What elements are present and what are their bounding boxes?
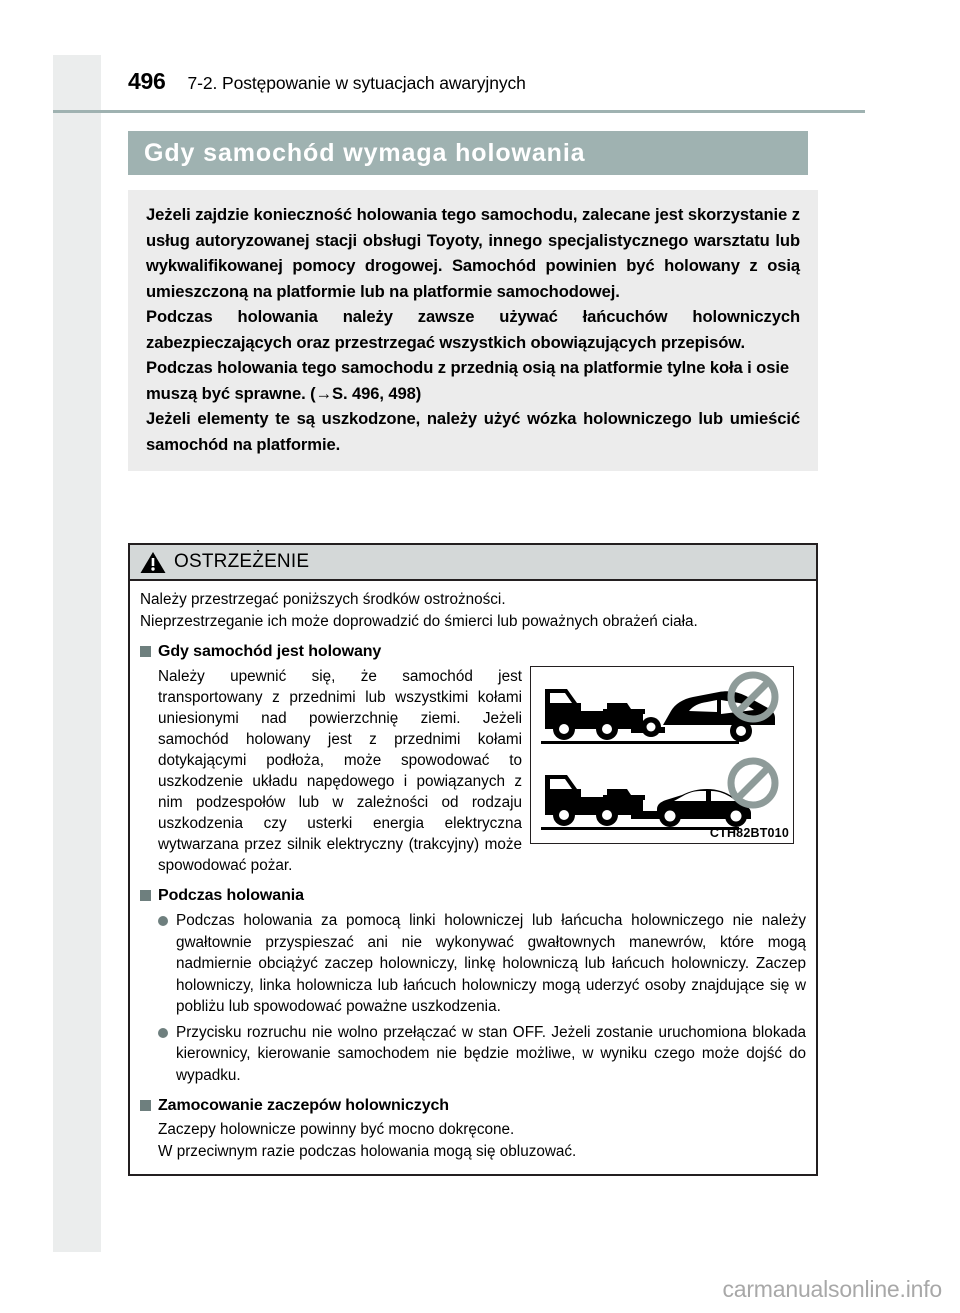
- page-header: [128, 68, 818, 95]
- warning-section-heading-text: Gdy samochód jest holowany: [158, 643, 382, 660]
- prohibited-icon: [731, 761, 775, 805]
- intro-paragraph: Podczas holowania tego samochodu z przednią osią na platformie tylne koła i osie muszą być sprawne. (→S. 496, 498): [146, 358, 789, 403]
- warning-bullet-text: Przycisku rozruchu nie wolno przełączać w stan OFF. Jeżeli zostanie uruchomiona blokada kierownicy, kierowanie samochodem nie będzie możliwe, w wyniku czego może dojść do wypadku.: [176, 1023, 806, 1084]
- header-rule: [53, 110, 865, 113]
- intro-paragraph: Jeżeli elementy te są uszkodzone, należy użyć wózka holowniczego lub umieścić samochód na platformie.: [146, 409, 800, 454]
- page-number: 496: [128, 68, 166, 94]
- warning-lead-line: Nieprzestrzeganie ich może doprowadzić do śmierci lub poważnych obrażeń ciała.: [140, 612, 698, 630]
- page-edge-tab: [53, 55, 101, 1252]
- intro-block: [128, 190, 818, 471]
- round-bullet-icon: [158, 1028, 168, 1038]
- square-bullet-icon: [140, 890, 151, 901]
- warning-header: [130, 545, 816, 581]
- warning-section-lines: [140, 1119, 806, 1162]
- warning-section-heading: [140, 641, 806, 662]
- towing-illustration-row: [140, 666, 806, 876]
- chapter-title-band: [128, 131, 808, 175]
- warning-section-heading: [140, 1095, 806, 1116]
- watermark: carmanualsonline.info: [722, 1276, 942, 1302]
- warning-section-heading-text: Zamocowanie zaczepów holowniczych: [158, 1097, 449, 1114]
- section-title: 7-2. Postępowanie w sytuacjach awaryjnych: [187, 73, 526, 93]
- figure-code: CTH82BT010: [709, 826, 789, 840]
- warning-section-body-text: Należy upewnić się, że samochód jest transportowany z przednimi lub wszystkimi kołami uniesionymi nad powierzchnię ziemi. Jeżeli samochód holowany jest z przednimi kołami dotykającymi podłoża, może spowodować to uszkodzenie układu napędowego i powiązanych z nim podzespołów lub w zależności od rodzaju uszkodzenia czy usterki energia elektryczna wytwarzana przez silnik elektryczny (trakcyjny) może spowodować pożar.: [158, 668, 522, 874]
- towing-figure: [530, 666, 794, 844]
- warning-section-heading: [140, 885, 806, 906]
- warning-lead-line: Należy przestrzegać poniższych środków ostrożności.: [140, 591, 506, 608]
- towing-diagram-icon: [531, 667, 791, 839]
- warning-triangle-icon: [140, 551, 166, 574]
- warning-section-body: [140, 666, 522, 876]
- square-bullet-icon: [140, 646, 151, 657]
- warning-section-line: W przeciwnym razie podczas holowania mogą się obluzować.: [158, 1142, 577, 1160]
- intro-paragraph: Jeżeli zajdzie konieczność holowania tego samochodu, zalecane jest skorzystanie z usług autoryzowanej stacji obsługi Toyoty, innego specjalistycznego warsztatu lub wykwalifikowanej pomocy drogowej. Samochód powinien być holowany z osią umieszczoną na platformie lub na platformie samochodowej.: [146, 205, 800, 301]
- warning-body: [130, 581, 816, 1174]
- warning-bullet-text: Podczas holowania za pomocą linki holowniczej lub łańcucha holowniczego nie należy gwałtownie przyspieszać ani nie wykonywać gwałtownych manewrów, które mogą nadmiernie obciążyć zaczep holowniczy, linkę holowniczą lub łańcuch holowniczy. Zaczep holowniczy, linka holownicza lub łańcuch holowniczy mogą uderzyć osoby znajdujące się w pobliżu lub spowodować poważne uszkodzenia.: [176, 912, 806, 1015]
- warning-section-heading-text: Podczas holowania: [158, 887, 304, 904]
- warning-label: OSTRZEŻENIE: [174, 551, 310, 572]
- round-bullet-icon: [158, 916, 168, 926]
- square-bullet-icon: [140, 1100, 151, 1111]
- warning-bullet-item: [140, 1022, 806, 1087]
- intro-paragraph: Podczas holowania należy zawsze używać łańcuchów holowniczych zabezpieczających oraz przestrzegać wszystkich obowiązujących przepisów.: [146, 307, 800, 352]
- warning-bullet-item: [140, 910, 806, 1018]
- warning-section-line: Zaczepy holownicze powinny być mocno dokręcone.: [158, 1121, 515, 1138]
- chapter-title: Gdy samochód wymaga holowania: [144, 138, 586, 167]
- warning-box: [128, 543, 818, 1176]
